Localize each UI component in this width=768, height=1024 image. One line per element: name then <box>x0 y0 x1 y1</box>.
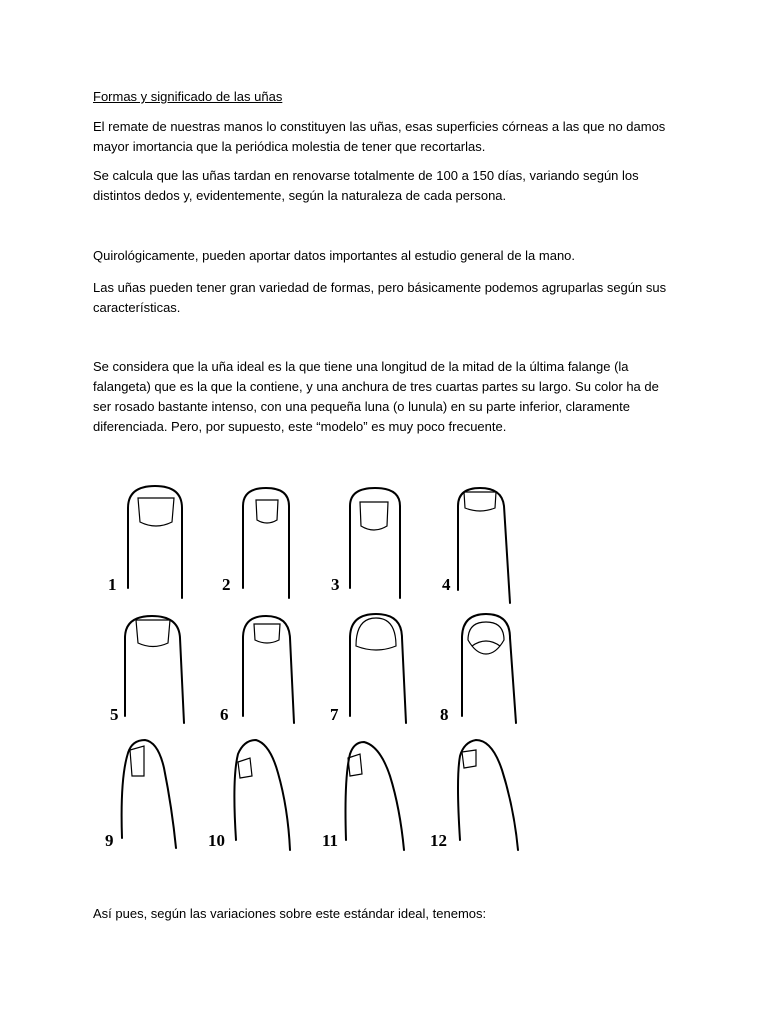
figure-label-3: 3 <box>331 575 340 594</box>
finger-7 <box>330 614 406 724</box>
paragraph-6: Así pues, según las variaciones sobre este estándar ideal, tenemos: <box>93 906 487 921</box>
nail-shapes-figure <box>100 478 540 868</box>
finger-1 <box>108 486 182 598</box>
figure-label-8: 8 <box>440 705 449 724</box>
finger-4 <box>442 488 510 603</box>
figure-label-7: 7 <box>330 705 339 724</box>
paragraph-4: Las uñas pueden tener gran variedad de formas, pero básicamente podemos agruparlas según sus características. <box>93 280 667 315</box>
figure-label-11: 11 <box>322 831 339 850</box>
finger-11 <box>322 742 404 850</box>
figure-label-12: 12 <box>430 831 447 850</box>
finger-9 <box>105 740 176 850</box>
figure-label-9: 9 <box>105 831 114 850</box>
finger-5 <box>110 616 184 724</box>
figure-label-5: 5 <box>110 705 119 724</box>
figure-label-2: 2 <box>222 575 231 594</box>
paragraph-1: El remate de nuestras manos lo constituyen las uñas, esas superficies córneas a las que no damos mayor imortancia que la periódica molestia de tener que recortarlas. <box>93 119 666 154</box>
paragraph-5: Se considera que la uña ideal es la que tiene una longitud de la mitad de la última falange (la falangeta) que es la que la contiene, y una anchura de tres cuartas partes su largo. Su color ha de ser rosado bastante intenso, con una pequeña luna (o lunula) en su parte inferior, claramente diferenciada. Pero, por supuesto, este “modelo” es muy poco frecuente. <box>93 359 659 434</box>
figure-label-6: 6 <box>220 705 229 724</box>
finger-2 <box>222 488 289 598</box>
finger-8 <box>440 614 516 724</box>
document-title: Formas y significado de las uñas <box>93 89 283 104</box>
finger-12 <box>430 740 518 850</box>
figure-label-4: 4 <box>442 575 451 594</box>
finger-3 <box>331 488 400 598</box>
paragraph-3: Quirológicamente, pueden aportar datos importantes al estudio general de la mano. <box>93 248 576 263</box>
paragraph-2: Se calcula que las uñas tardan en renovarse totalmente de 100 a 150 días, variando según los distintos dedos y, evidentemente, según la naturaleza de cada persona. <box>93 168 639 203</box>
figure-label-10: 10 <box>208 831 225 850</box>
figure-label-1: 1 <box>108 575 117 594</box>
finger-6 <box>220 616 294 724</box>
finger-10 <box>208 740 290 850</box>
